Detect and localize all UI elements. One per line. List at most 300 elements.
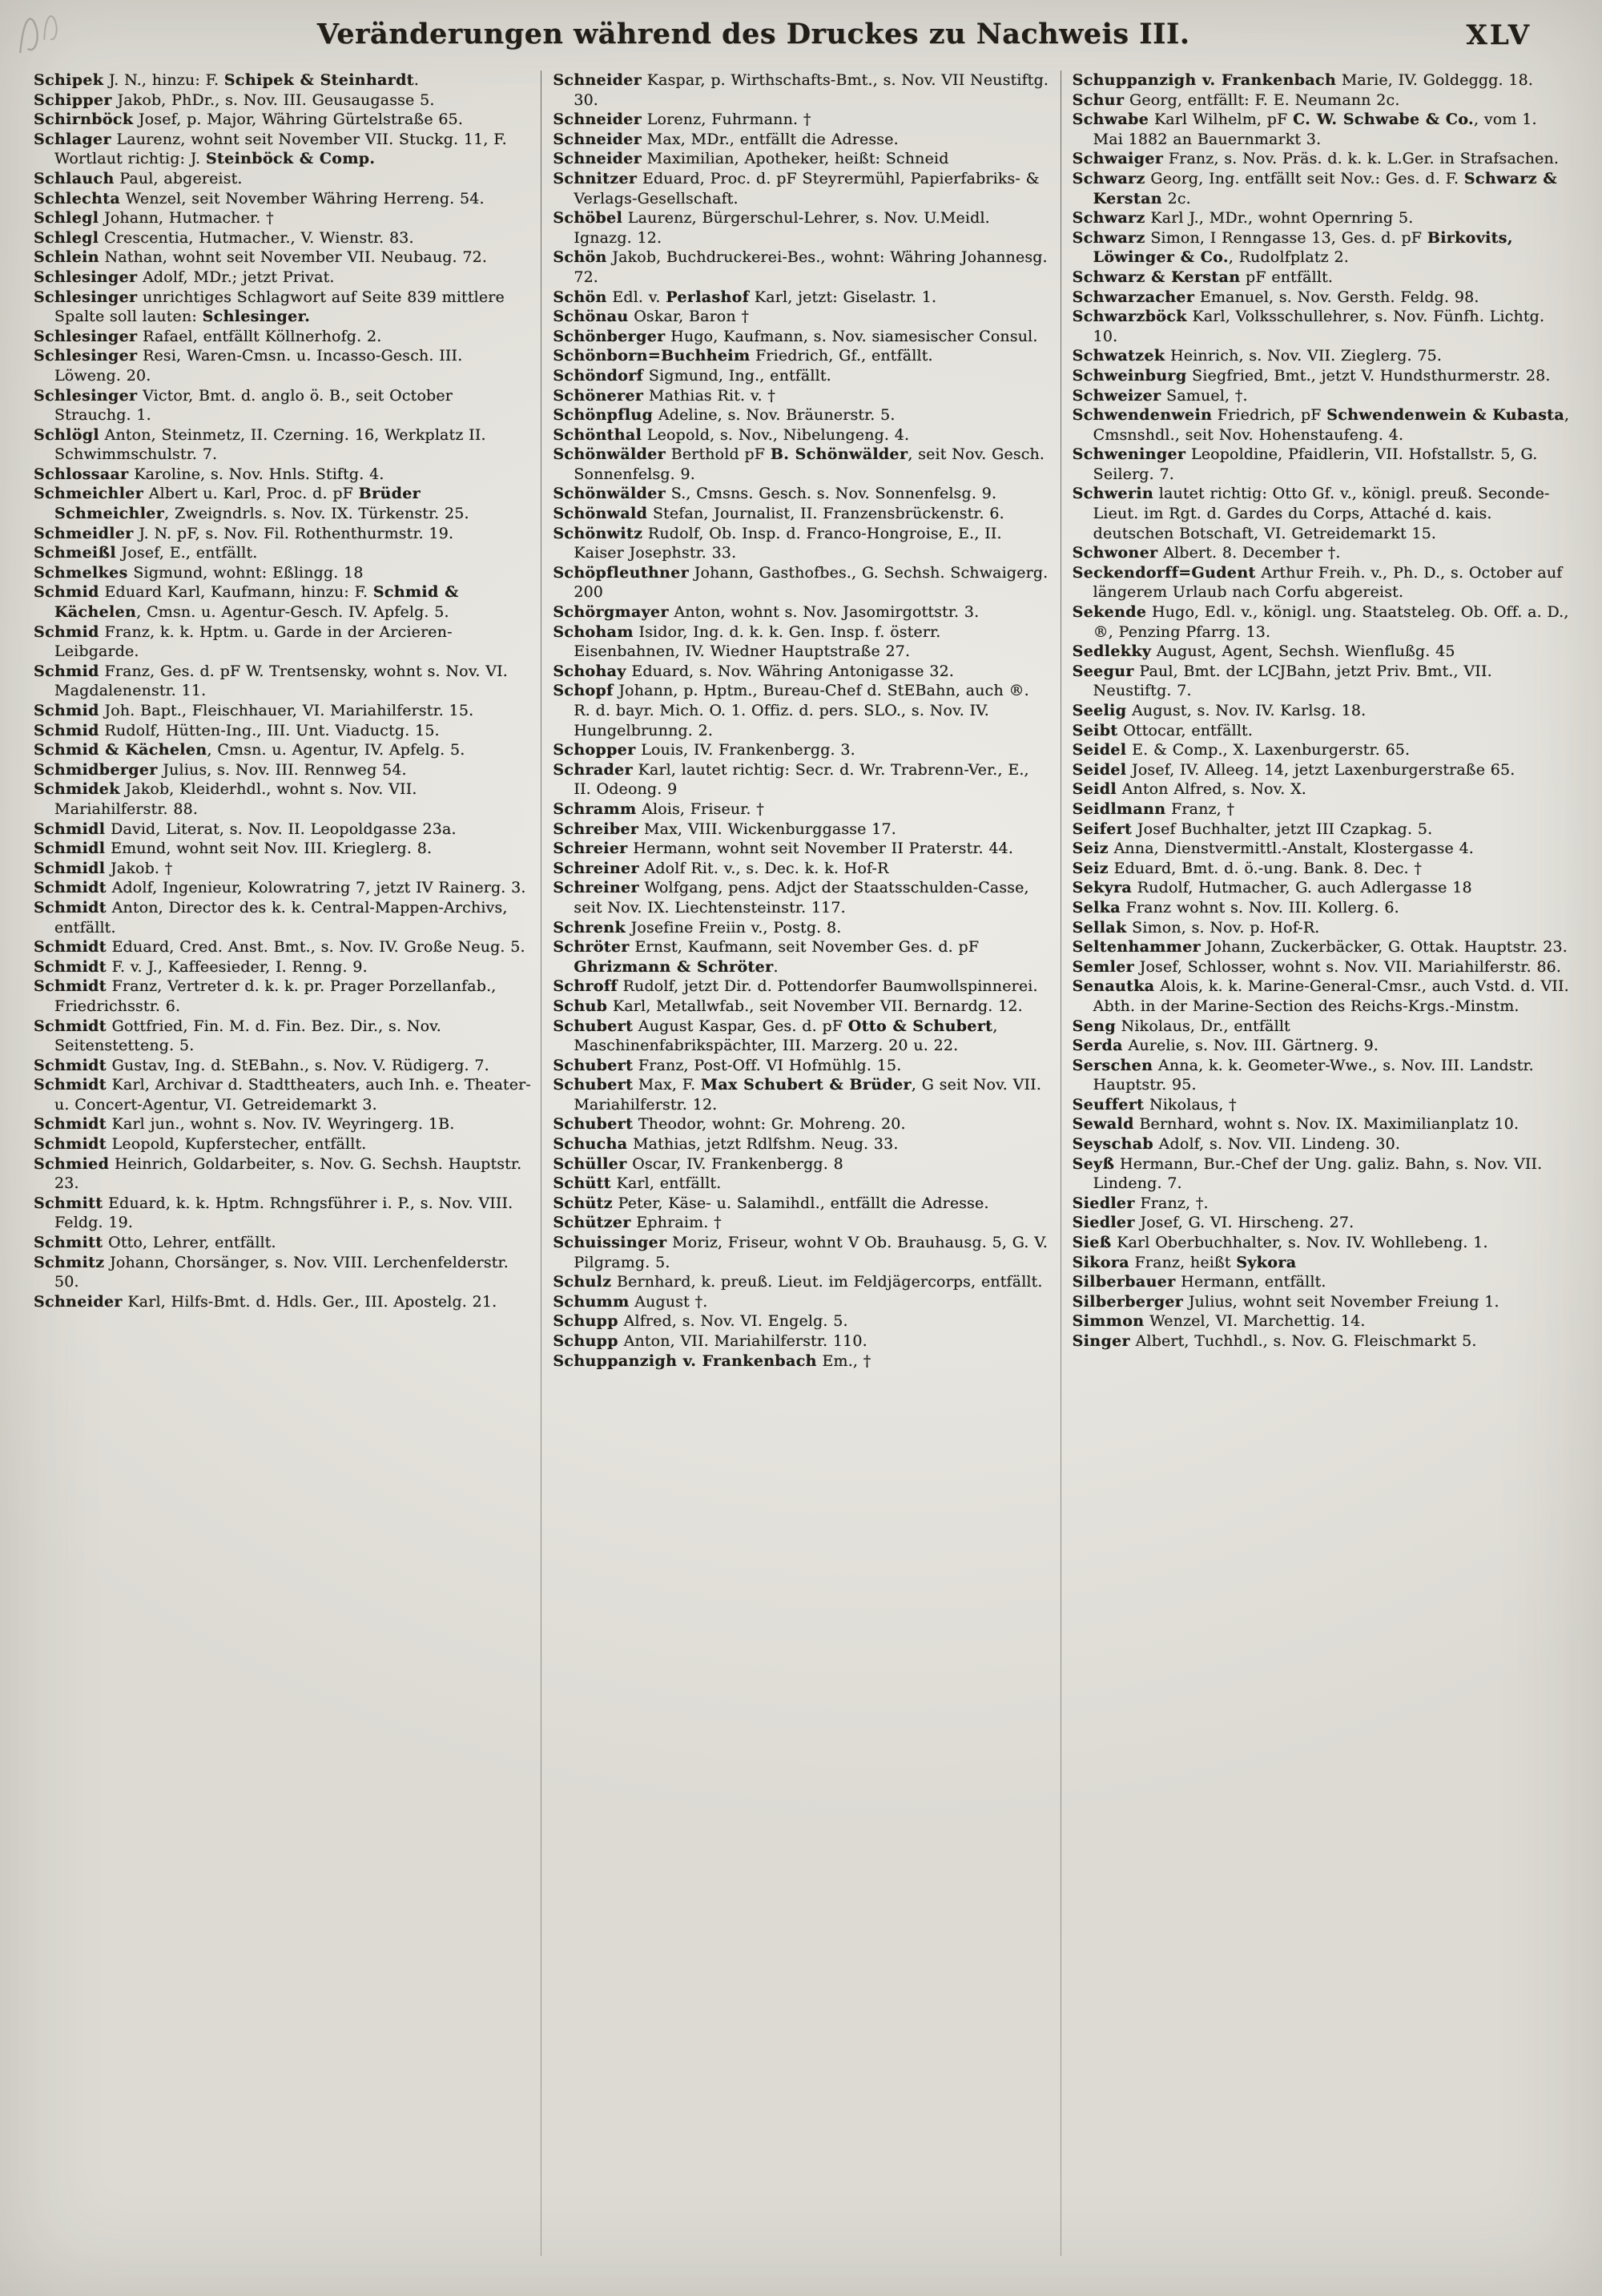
directory-entry <box>1073 800 1570 820</box>
directory-entry <box>34 524 531 544</box>
entry-text: Alfred, s. Nov. VI. Engelg. 5. <box>618 1312 848 1331</box>
directory-entry <box>553 997 1050 1017</box>
directory-column-2 <box>543 69 1058 2264</box>
entry-name: Schmid & Kächelen <box>34 741 207 759</box>
entry-text: Wolfgang, pens. Adjct der Staatsschulden-Casse, seit Nov. IX. Liechtensteinstr. 117. <box>574 879 1029 916</box>
entry-name: Schmidberger <box>34 760 158 779</box>
entry-text: Resi, Waren-Cmsn. u. Incasso-Gesch. III. Löweng. 20. <box>54 347 463 385</box>
entry-name: Schopf <box>553 682 614 700</box>
entry-name: Schreiner <box>553 879 639 897</box>
entry-name: Schöndorf <box>553 366 644 385</box>
entry-name: Schmidt <box>34 1017 107 1035</box>
entry-text: Franz, Ges. d. pF W. Trentsensky, wohnt s. Nov. VI. Magdalenenstr. 11. <box>54 662 508 700</box>
entry-name: Schwendenwein <box>1072 406 1213 425</box>
entry-name: Schipek <box>34 71 104 89</box>
entry-name: Schönwälder <box>553 485 666 503</box>
directory-entry <box>34 465 531 485</box>
directory-entry <box>34 937 531 957</box>
directory-entry <box>34 1134 531 1154</box>
entry-text: Leopold, Kupferstecher, entfällt. <box>106 1135 367 1154</box>
entry-text: Hugo, Edl. v., königl. ung. Staatsteleg. Ob. Off. a. D., ®, Penzing Pfarrg. 13. <box>1093 603 1569 641</box>
directory-entry <box>34 779 531 819</box>
entry-name: Schmidl <box>34 859 106 877</box>
entry-text: Eduard, Proc. d. pF Steyrermühl, Papierfabriks- & Verlags-Gesellschaft. <box>574 169 1040 207</box>
entry-text: Franz, Vertreter d. k. k. pr. Prager Porzellanfab., Friedrichsstr. 6. <box>54 977 497 1015</box>
entry-text: Johann, Zuckerbäcker, G. Ottak. Hauptstr. 23. <box>1201 938 1568 957</box>
entry-text: Oskar, Baron † <box>628 308 750 326</box>
entry-name: Schöbel <box>553 209 623 228</box>
directory-entry <box>34 1233 531 1253</box>
directory-entry <box>553 366 1050 386</box>
entry-name: Schmid <box>34 583 99 602</box>
entry-name: Schmid <box>34 622 99 641</box>
entry-text: Victor, Bmt. d. anglo ö. B., seit October Strauchg. 1. <box>54 386 453 425</box>
entry-text: Oscar, IV. Frankenbergg. 8 <box>626 1154 843 1173</box>
directory-entry <box>34 169 531 189</box>
entry-name: Schohay <box>553 662 626 680</box>
directory-entry <box>34 543 531 563</box>
entry-text: Adolf, MDr.; jetzt Privat. <box>137 268 335 286</box>
entry-text: Max, MDr., entfällt die Adresse. <box>642 130 899 148</box>
entry-text: Siegfried, Bmt., jetzt V. Hundsthurmerstr. 28. <box>1186 366 1551 385</box>
entry-text: Bernhard, wohnt s. Nov. IX. Maximilianplatz 10. <box>1133 1115 1519 1134</box>
entry-name: Schlossaar <box>34 465 129 483</box>
entry-text: Moriz, Friseur, wohnt V Ob. Brauhausg. 5, G. V. Pilgramg. 5. <box>574 1234 1049 1271</box>
entry-name: Schmidt <box>34 1076 107 1094</box>
entry-text: Eduard, k. k. Hptm. Rchngsführer i. P., s. Nov. VIII. Feldg. 19. <box>54 1194 513 1232</box>
entry-text: Franz, heißt <box>1129 1253 1237 1271</box>
entry-text: Mathias Rit. v. † <box>643 386 776 405</box>
directory-column-1 <box>34 69 539 2264</box>
entry-text: Albert, Tuchhdl., s. Nov. G. Fleischmarkt 5. <box>1129 1332 1477 1350</box>
entry-text: Gottfried, Fin. M. d. Fin. Bez. Dir., s. Nov. Seitenstetteng. 5. <box>54 1017 442 1055</box>
entry-text: Adolf, Ingenieur, Kolowratring 7, jetzt IV Rainerg. 3. <box>106 879 526 897</box>
entry-text: Sigmund, Ing., entfällt. <box>643 366 831 385</box>
entry-text: Josef, E., entfällt. <box>115 544 258 562</box>
entry-name: Seidlmann <box>1072 800 1166 818</box>
entry-name: Schlager <box>34 130 111 148</box>
directory-entry <box>553 1292 1050 1312</box>
directory-entry <box>553 622 1050 662</box>
entry-name: B. Schönwälder <box>770 445 908 464</box>
directory-entry <box>34 1194 531 1233</box>
entry-text: Josefine Freiin v., Postg. 8. <box>625 918 842 937</box>
entry-name: Schneider <box>34 1292 123 1311</box>
entry-text: Heinrich, Goldarbeiter, s. Nov. G. Sechsh. Hauptstr. 23. <box>54 1154 522 1193</box>
entry-name: Schmidt <box>34 879 107 897</box>
entry-name: Schwarzacher <box>1072 288 1195 306</box>
entry-text: Otto, Lehrer, entfällt. <box>103 1234 276 1252</box>
entry-text: Karl, lautet richtig: Secr. d. Wr. Trabrenn-Ver., E., II. Odeong. 9 <box>574 760 1029 799</box>
directory-entry <box>34 582 531 622</box>
entry-name: Schnitzer <box>553 169 638 187</box>
directory-entry <box>553 1194 1050 1214</box>
directory-entry <box>1073 937 1570 957</box>
directory-entry <box>1073 642 1570 662</box>
entry-name: Schönborn=Buchheim <box>553 347 751 365</box>
entry-name: Schur <box>1072 91 1125 109</box>
directory-entry <box>1073 405 1570 445</box>
entry-name: Schmeichler <box>34 485 144 503</box>
entry-name: Schoham <box>553 622 634 641</box>
entry-text: Rudolf, Hütten-Ing., III. Unt. Viaductg. 15. <box>99 721 440 739</box>
entry-name: Schönau <box>553 308 629 326</box>
directory-entry <box>553 1272 1050 1292</box>
entry-text: Arthur Freih. v., Ph. D., s. October auf längerem Urlaub nach Corfu abgereist. <box>1093 563 1563 602</box>
entry-text: Berthold pF <box>666 445 771 464</box>
entry-name: Seiz <box>1072 840 1109 858</box>
entry-name: C. W. Schwabe & Co. <box>1293 111 1475 129</box>
entry-name: Sekyra <box>1072 879 1133 897</box>
directory-entry <box>553 386 1050 406</box>
directory-entry <box>34 839 531 859</box>
directory-entry <box>1073 1311 1570 1331</box>
entry-text: Anton Alfred, s. Nov. X. <box>1116 780 1306 799</box>
directory-entry <box>553 563 1050 602</box>
directory-entry <box>1073 208 1570 228</box>
entry-text: , Cmsnshdl., seit Nov. Hohenstaufeng. 4. <box>1093 406 1570 444</box>
entry-text: Johann, p. Hptm., Bureau-Chef d. StEBahn, auch ®. R. d. bayr. Mich. O. 1. Offiz. d. pers. SLO., s. Nov. IV. Hungelbrunng. 2. <box>574 682 1029 739</box>
directory-entry <box>34 425 531 465</box>
entry-name: Schmitz <box>34 1253 105 1271</box>
entry-name: Schweinburg <box>1072 366 1187 385</box>
entry-text: Hugo, Kaufmann, s. Nov. siamesischer Consul. <box>665 327 1038 345</box>
directory-entry <box>34 859 531 879</box>
entry-name: Schwarz <box>1072 169 1145 187</box>
directory-entry <box>1073 859 1570 879</box>
directory-entry <box>34 1056 531 1076</box>
directory-entry <box>553 149 1050 169</box>
entry-text: Franz, Post-Off. VI Hofmühlg. 15. <box>633 1056 902 1074</box>
entry-text: Laurenz, wohnt seit November VII. Stuckg. 11, F. Wortlaut richtig: J. <box>54 130 507 168</box>
entry-name: Schmidl <box>34 820 106 838</box>
directory-entry <box>1073 740 1570 760</box>
entry-text: Julius, wohnt seit November Freiung 1. <box>1183 1292 1499 1311</box>
entry-name: Sykora <box>1236 1253 1297 1271</box>
entry-text: Louis, IV. Frankenbergg. 3. <box>635 741 855 759</box>
directory-entry <box>34 740 531 760</box>
entry-name: Schmied <box>34 1154 110 1173</box>
entry-text: . <box>773 957 779 976</box>
entry-text: Max, F. <box>633 1076 701 1094</box>
entry-name: Otto & Schubert <box>847 1017 993 1035</box>
directory-entry <box>553 405 1050 425</box>
entry-name: Sewald <box>1072 1115 1134 1134</box>
directory-entry <box>553 1134 1050 1154</box>
entry-name: Schmidek <box>34 780 120 799</box>
directory-entry <box>34 622 531 662</box>
entry-name: Schmid & Kächelen <box>54 583 459 622</box>
entry-text: Anton, Director des k. k. Central-Mappen-Archivs, entfällt. <box>54 898 508 937</box>
directory-entry <box>1073 878 1570 898</box>
entry-text: Isidor, Ing. d. k. k. Gen. Insp. f. österr. Eisenbahnen, IV. Wiedner Hauptstraße 27. <box>574 622 941 661</box>
page-number: XLV <box>1466 19 1532 51</box>
directory-entry <box>1073 1134 1570 1154</box>
entry-name: Schupp <box>553 1332 618 1350</box>
directory-entry <box>553 70 1050 110</box>
entry-text: Anna, k. k. Geometer-Wwe., s. Nov. III. Landstr. Hauptstr. 95. <box>1093 1056 1534 1094</box>
entry-text: E. & Comp., X. Laxenburgerstr. 65. <box>1126 741 1411 759</box>
directory-entry <box>553 288 1050 308</box>
directory-entry <box>1073 1233 1570 1253</box>
directory-entry <box>553 1233 1050 1272</box>
entry-text: Stefan, Journalist, II. Franzensbrückenstr. 6. <box>647 505 1004 523</box>
directory-entry <box>553 524 1050 563</box>
entry-name: Silberbauer <box>1072 1273 1176 1291</box>
entry-text: Bernhard, k. preuß. Lieut. im Feldjägercorps, entfällt. <box>611 1273 1043 1291</box>
entry-name: Schwarzböck <box>1072 308 1187 326</box>
entry-name: Schneider <box>553 71 642 89</box>
entry-text: Alois, Friseur. † <box>636 800 764 818</box>
entry-name: Schmid <box>34 721 99 739</box>
entry-name: Seidel <box>1072 760 1127 779</box>
directory-entry <box>1073 1331 1570 1351</box>
directory-entry <box>1073 288 1570 308</box>
entry-name: Schuppanzigh v. Frankenbach <box>1072 71 1337 89</box>
directory-entry <box>553 1017 1050 1056</box>
entry-text: Eduard, Cred. Anst. Bmt., s. Nov. IV. Große Neug. 5. <box>106 938 525 957</box>
directory-entry <box>34 288 531 327</box>
page-title: Veränderungen während des Druckes zu Nachweis III. <box>316 18 1190 50</box>
entry-text: Albert u. Karl, Proc. d. pF <box>143 485 359 503</box>
directory-entry <box>553 484 1050 504</box>
directory-entry <box>34 878 531 898</box>
entry-text: Karl, Hilfs-Bmt. d. Hdls. Ger., III. Apostelg. 21. <box>122 1292 497 1311</box>
entry-text: Karl, jetzt: Giselastr. 1. <box>749 288 937 306</box>
entry-name: Schön <box>553 248 607 267</box>
entry-text: Johann, Hutmacher. † <box>99 209 274 228</box>
entry-text: Leopoldine, Pfaidlerin, VII. Hofstallstr. 5, G. Seilerg. 7. <box>1093 445 1538 483</box>
directory-entry <box>553 681 1050 740</box>
entry-name: Schopper <box>553 741 636 759</box>
directory-entry <box>34 957 531 977</box>
entry-name: Schröter <box>553 938 630 957</box>
entry-text: Rudolf, jetzt Dir. d. Pottendorfer Baumwollspinnerei. <box>617 977 1038 996</box>
directory-entry <box>1073 957 1570 977</box>
entry-text: Nikolaus, Dr., entfällt <box>1115 1017 1290 1035</box>
entry-text: Ottocar, entfällt. <box>1117 721 1254 739</box>
entry-text: Simon, I Renngasse 13, Ges. d. pF <box>1145 228 1427 247</box>
entry-name: Schönthal <box>553 425 642 444</box>
directory-entry <box>1073 1272 1570 1292</box>
directory-entry <box>553 248 1050 287</box>
entry-text: Johann, Chorsänger, s. Nov. VIII. Lerchenfelderstr. 50. <box>54 1253 509 1291</box>
directory-entry <box>1073 228 1570 268</box>
directory-entry <box>34 130 531 169</box>
directory-entry <box>553 425 1050 445</box>
directory-entry <box>553 800 1050 820</box>
entry-name: Schmidt <box>34 1135 107 1154</box>
entry-text: Karoline, s. Nov. Hnls. Stiftg. 4. <box>128 465 384 483</box>
entry-name: Schönpflug <box>553 406 654 425</box>
entry-name: Schubert <box>553 1017 634 1035</box>
entry-text: Julius, s. Nov. III. Rennweg 54. <box>157 760 407 779</box>
directory-entry <box>1073 386 1570 406</box>
entry-name: Schmitt <box>34 1194 103 1212</box>
entry-text: Anna, Dienstvermittl.-Anstalt, Klostergasse 4. <box>1108 840 1474 858</box>
directory-entry <box>1073 1114 1570 1134</box>
entry-text: , Maschinenfabrikspächter, III. Marzerg. 20 u. 22. <box>574 1017 998 1055</box>
entry-text: Karl jun., wohnt s. Nov. IV. Weyringerg. 1B. <box>106 1115 455 1134</box>
entry-name: Schöpfleuthner <box>553 563 690 582</box>
entry-text: Ephraim. † <box>630 1214 722 1232</box>
directory-entry <box>1073 1253 1570 1273</box>
entry-name: Schneider <box>553 150 642 168</box>
entry-name: Schumm <box>553 1292 630 1311</box>
directory-entry <box>553 327 1050 347</box>
entry-name: Schrader <box>553 760 633 779</box>
entry-name: Birkovits, Löwinger & Co. <box>1093 228 1513 267</box>
entry-name: Schmidt <box>34 977 107 996</box>
entry-text: Josef, IV. Alleeg. 14, jetzt Laxenburgerstraße 65. <box>1126 760 1515 779</box>
entry-text: Nathan, wohnt seit November VII. Neubaug. 72. <box>99 248 488 267</box>
entry-name: Seidel <box>1072 741 1127 759</box>
entry-name: Schwarz & Kerstan <box>1072 268 1241 286</box>
directory-entry <box>34 1017 531 1056</box>
entry-text: Aurelie, s. Nov. III. Gärtnerg. 9. <box>1122 1037 1379 1055</box>
entry-name: Schütt <box>553 1174 611 1193</box>
entry-name: Senautka <box>1072 977 1155 996</box>
entry-text: Leopold, s. Nov., Nibelungeng. 4. <box>642 425 910 444</box>
entry-name: Seuffert <box>1072 1095 1145 1114</box>
directory-entry <box>553 1213 1050 1233</box>
directory-column-3 <box>1063 69 1578 2264</box>
directory-entry <box>1073 149 1570 169</box>
entry-text: Rudolf, Ob. Insp. d. Franco-Hongroise, E., II. Kaiser Josephstr. 33. <box>574 524 1002 562</box>
directory-entry <box>1073 563 1570 602</box>
directory-entry <box>34 898 531 937</box>
directory-entry <box>1073 91 1570 111</box>
entry-text: Albert. 8. December †. <box>1157 544 1341 562</box>
entry-text: Josef, G. VI. Hirscheng. 27. <box>1134 1214 1354 1232</box>
directory-entry <box>1073 346 1570 366</box>
entry-name: Seifert <box>1072 820 1133 838</box>
entry-name: Sekende <box>1072 603 1147 622</box>
entry-text: Emanuel, s. Nov. Gersth. Feldg. 98. <box>1194 288 1479 306</box>
entry-name: Schönberger <box>553 327 666 345</box>
entry-name: Schmid <box>34 702 99 719</box>
directory-entry <box>553 346 1050 366</box>
directory-entry <box>1073 169 1570 208</box>
directory-entry <box>553 1056 1050 1076</box>
entry-name: Schönerer <box>553 386 644 405</box>
entry-name: Schwoner <box>1072 544 1158 562</box>
directory-entry <box>1073 602 1570 642</box>
entry-name: Schubert <box>553 1115 634 1134</box>
entry-name: Schubert <box>553 1056 634 1074</box>
entry-text: Anton, wohnt s. Nov. Jasomirgottstr. 3. <box>668 603 980 622</box>
directory-entry <box>553 662 1050 682</box>
directory-entry <box>553 1174 1050 1194</box>
directory-entry <box>34 721 531 741</box>
directory-entry <box>34 327 531 347</box>
directory-entry <box>34 662 531 701</box>
directory-entry <box>34 248 531 268</box>
directory-entry <box>1073 779 1570 800</box>
entry-name: Silberberger <box>1072 1292 1184 1311</box>
entry-name: Schucha <box>553 1135 628 1154</box>
entry-text: Georg, entfällt: F. E. Neumann 2c. <box>1124 91 1400 109</box>
entry-name: Schön <box>553 288 607 306</box>
entry-name: Serda <box>1072 1037 1123 1055</box>
entry-text: , vom 1. Mai 1882 an Bauernmarkt 3. <box>1093 111 1537 148</box>
directory-entry <box>1073 445 1570 484</box>
entry-name: Schubert <box>553 1076 634 1094</box>
directory-entry <box>34 91 531 111</box>
entry-name: Schönwald <box>553 505 648 523</box>
directory-entry <box>553 937 1050 977</box>
entry-name: Seckendorff=Gudent <box>1072 563 1256 582</box>
entry-text: Anton, Steinmetz, II. Czerning. 16, Werkplatz II. Schwimmschulstr. 7. <box>54 425 486 464</box>
entry-text: Eduard Karl, Kaufmann, hinzu: F. <box>99 583 373 602</box>
entry-name: Schmidt <box>34 1115 107 1134</box>
directory-entry <box>553 977 1050 997</box>
entry-text: Alois, k. k. Marine-General-Cmsr., auch Vstd. d. VII. Abth. in der Marine-Section des Reichs-Krgs.-Minstm. <box>1093 977 1569 1015</box>
directory-entry <box>553 1114 1050 1134</box>
entry-name: Schwerin <box>1072 485 1154 503</box>
entry-text: Laurenz, Bürgerschul-Lehrer, s. Nov. U.Meidl. Ignazg. 12. <box>574 209 990 247</box>
entry-name: Schlein <box>34 248 99 267</box>
directory-entry <box>553 740 1050 760</box>
entry-text: Rudolf, Hutmacher, G. auch Adlergasse 18 <box>1132 879 1472 897</box>
entry-text: Hermann, entfällt. <box>1175 1273 1326 1291</box>
entry-name: Semler <box>1072 957 1134 976</box>
entry-text: Rafael, entfällt Köllnerhofg. 2. <box>137 327 382 345</box>
directory-entry <box>1073 898 1570 918</box>
directory-entry <box>1073 543 1570 563</box>
entry-text: Hermann, Bur.-Chef der Ung. galiz. Bahn, s. Nov. VII. Lindeng. 7. <box>1093 1154 1543 1193</box>
entry-name: Schwarz <box>1072 209 1145 228</box>
entry-name: Schwabe <box>1072 111 1149 129</box>
entry-text: Nikolaus, † <box>1144 1095 1237 1114</box>
directory-entry <box>34 346 531 385</box>
entry-name: Max Schubert & Brüder <box>701 1076 912 1094</box>
entry-text: Paul, abgereist. <box>114 169 243 187</box>
entry-text: Emund, wohnt seit Nov. III. Krieglerg. 8. <box>105 840 433 858</box>
entry-text: Adolf Rit. v., s. Dec. k. k. Hof-R <box>638 859 889 877</box>
directory-entry <box>1073 1194 1570 1214</box>
entry-text: Em., † <box>816 1351 871 1370</box>
entry-text: Simon, s. Nov. p. Hof-R. <box>1126 918 1320 937</box>
directory-entry <box>1073 721 1570 741</box>
entry-name: Schlögl <box>34 425 99 444</box>
entry-text: Karl, entfällt. <box>610 1174 722 1193</box>
entry-name: Schub <box>553 997 608 1015</box>
entry-text: lautet richtig: Otto Gf. v., königl. preuß. Seconde-Lieut. im Rgt. d. Gardes du Corps, Attaché d. kais. deutschen Botschaft, VI. Getreidemarkt 15. <box>1093 485 1550 542</box>
directory-entry <box>553 504 1050 524</box>
directory-entry <box>1073 820 1570 840</box>
entry-text: , seit Nov. Gesch. Sonnenfelsg. 9. <box>574 445 1045 483</box>
entry-name: Schmid <box>34 662 99 680</box>
directory-entry <box>1073 977 1570 1016</box>
entry-name: Schipek & Steinhardt <box>223 71 414 89</box>
entry-text: Paul, Bmt. der LCJBahn, jetzt Priv. Bmt., VII. Neustiftg. 7. <box>1093 662 1492 700</box>
directory-entry <box>553 445 1050 484</box>
entry-text: Wenzel, seit November Währing Herreng. 54. <box>120 189 485 207</box>
directory-entry <box>553 169 1050 208</box>
entry-text: Karl, Metallwfab., seit November VII. Bernardg. 12. <box>607 997 1023 1015</box>
entry-name: Schmitt <box>34 1234 103 1252</box>
entry-name: Schmelkes <box>34 563 128 582</box>
directory-entry <box>34 110 531 130</box>
entry-name: Schönwälder <box>553 445 666 464</box>
directory-entry <box>1073 268 1570 288</box>
entry-name: Schneider <box>553 111 642 129</box>
entry-text: Hermann, wohnt seit November II Praterstr. 44. <box>627 840 1014 858</box>
entry-name: Seng <box>1072 1017 1116 1035</box>
entry-text: unrichtiges Schlagwort auf Seite 839 mittlere Spalte soll lauten: <box>54 288 505 326</box>
entry-name: Schwarz <box>1072 228 1145 247</box>
